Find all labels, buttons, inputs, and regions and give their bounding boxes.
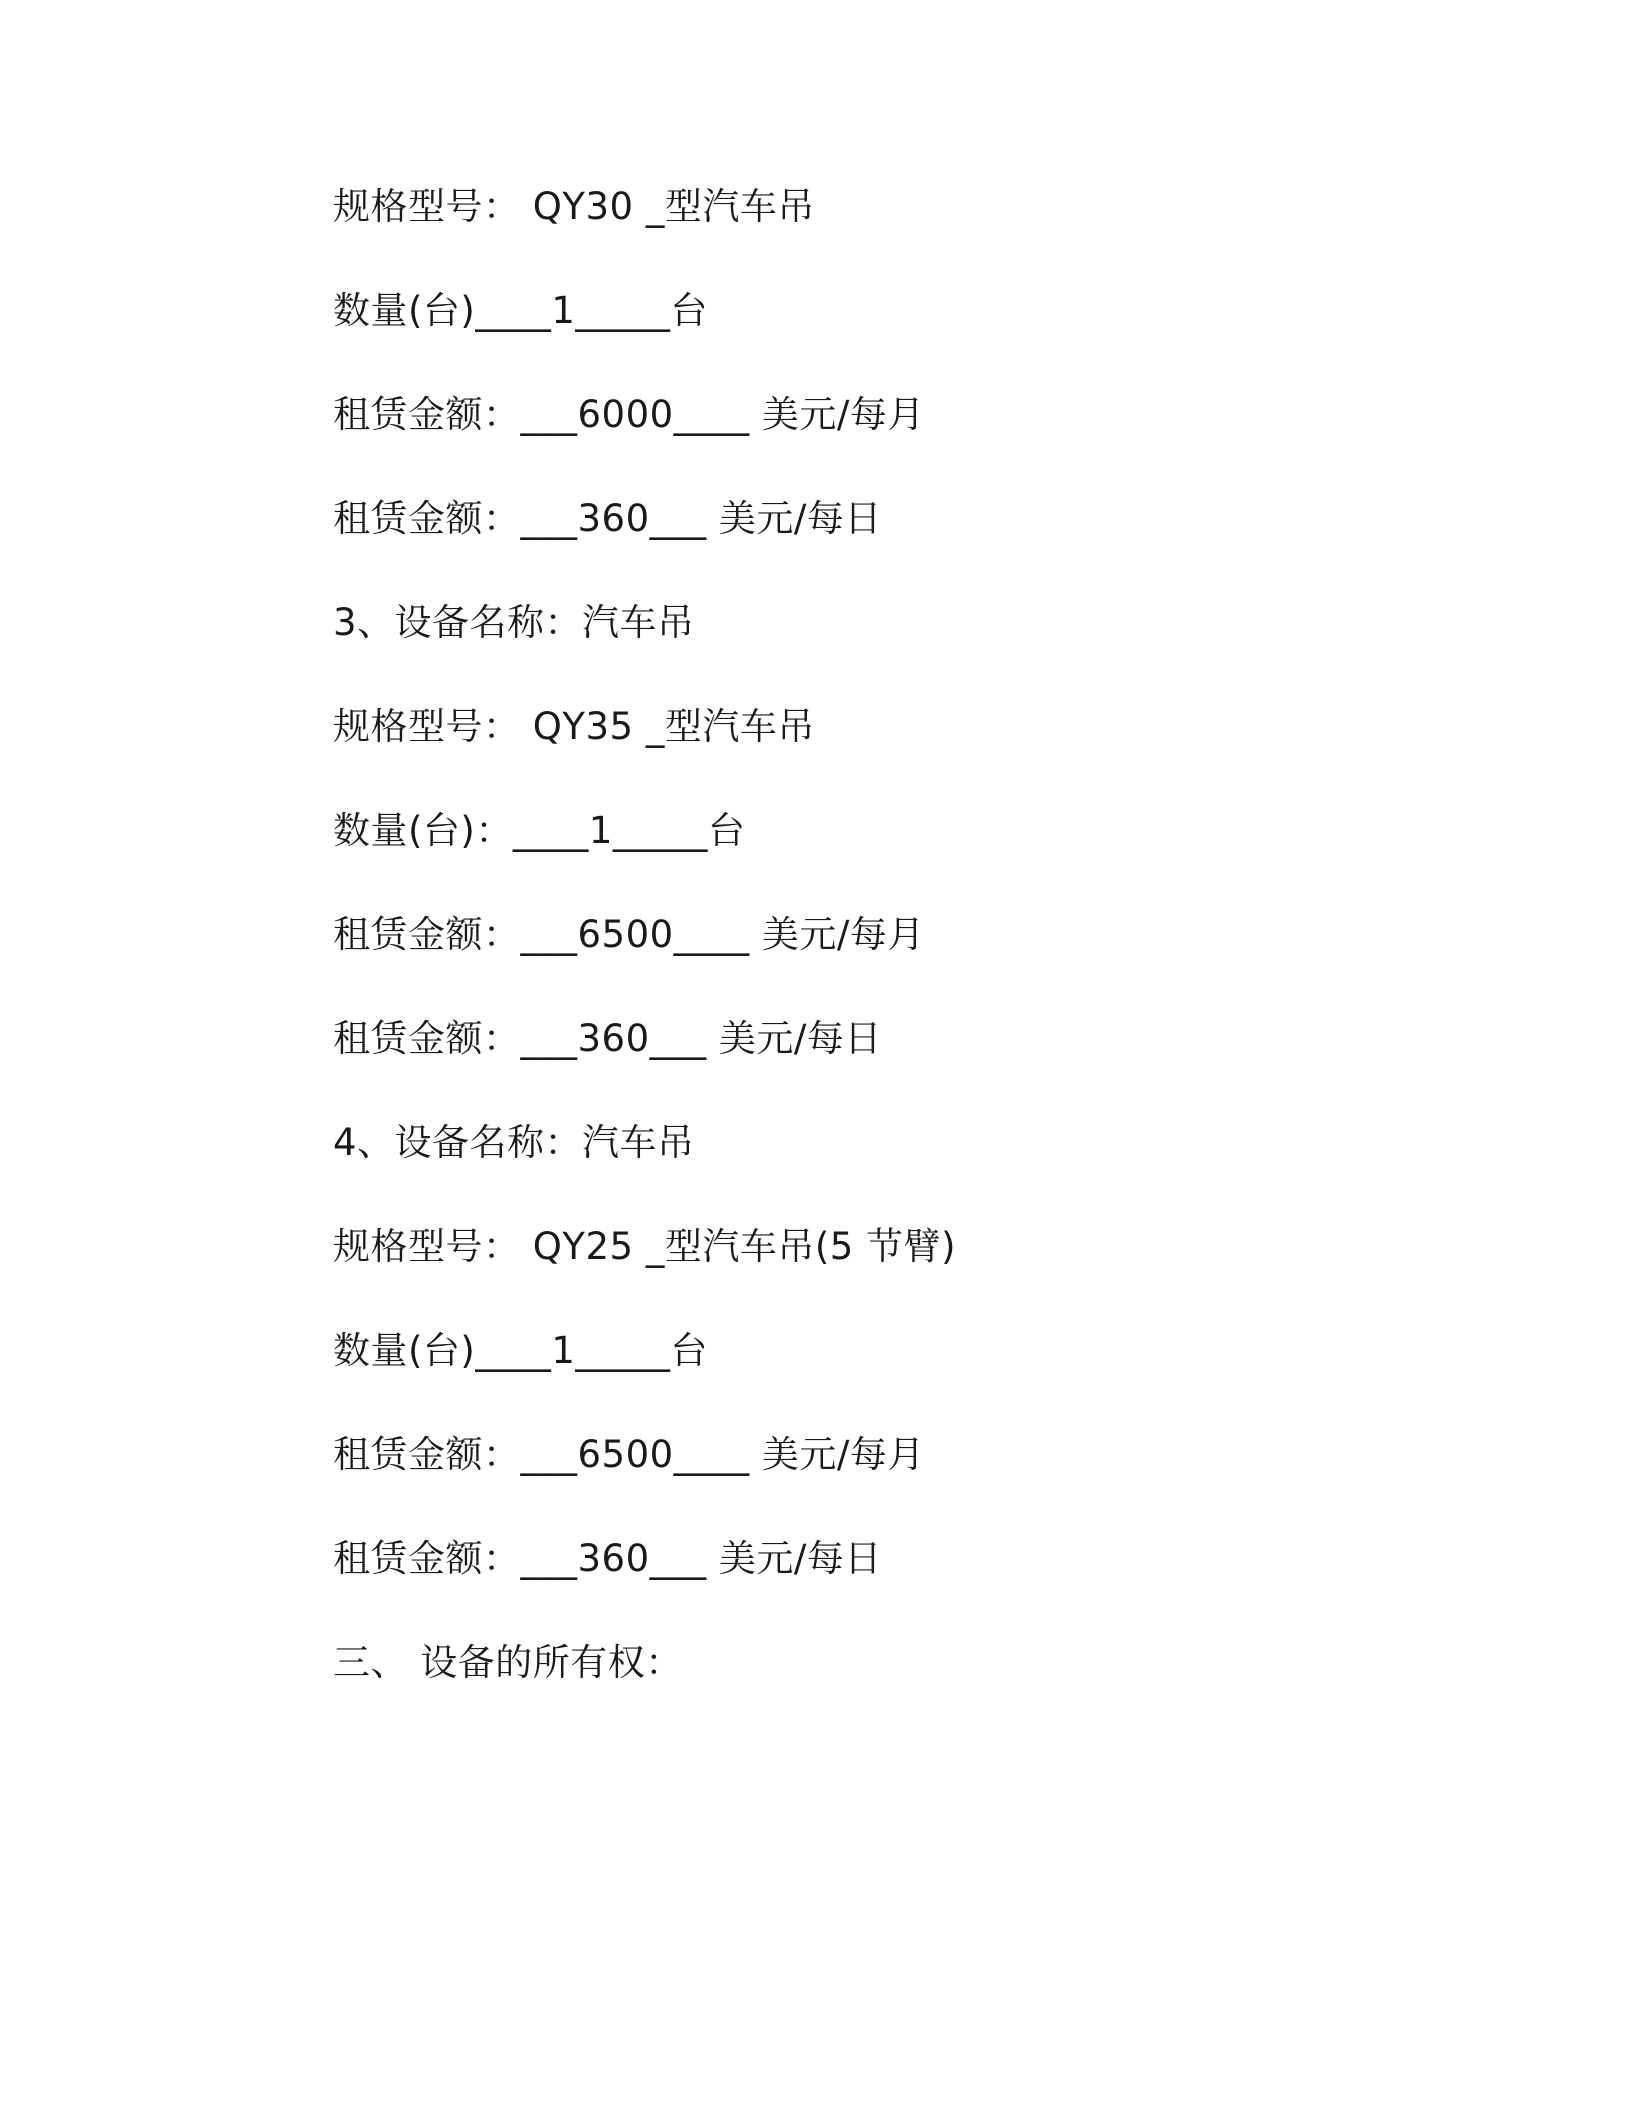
daily-rent-line: 租赁金额：___360___ 美元/每日 [333, 1537, 882, 1580]
monthly-rent-line: 租赁金额：___6500____ 美元/每月 [333, 1433, 925, 1476]
monthly-rent-line: 租赁金额：___6000____ 美元/每月 [333, 393, 925, 436]
daily-rent-line: 租赁金额：___360___ 美元/每日 [333, 1017, 882, 1060]
equipment-name-line: 4、设备名称：汽车吊 [333, 1121, 695, 1164]
spec-model-line: 规格型号： QY35 _型汽车吊 [333, 705, 815, 748]
document-body [333, 185, 1433, 1745]
monthly-rent-line: 租赁金额：___6500____ 美元/每月 [333, 913, 925, 956]
quantity-line: 数量(台)____1_____台 [333, 289, 708, 332]
section-heading: 三、 设备的所有权： [333, 1641, 683, 1684]
quantity-line: 数量(台)：____1_____台 [333, 809, 746, 852]
quantity-line: 数量(台)____1_____台 [333, 1329, 708, 1372]
spec-model-line: 规格型号： QY25 _型汽车吊(5 节臂) [333, 1225, 956, 1268]
daily-rent-line: 租赁金额：___360___ 美元/每日 [333, 497, 882, 540]
equipment-name-line: 3、设备名称：汽车吊 [333, 601, 695, 644]
spec-model-line: 规格型号： QY30 _型汽车吊 [333, 185, 815, 228]
